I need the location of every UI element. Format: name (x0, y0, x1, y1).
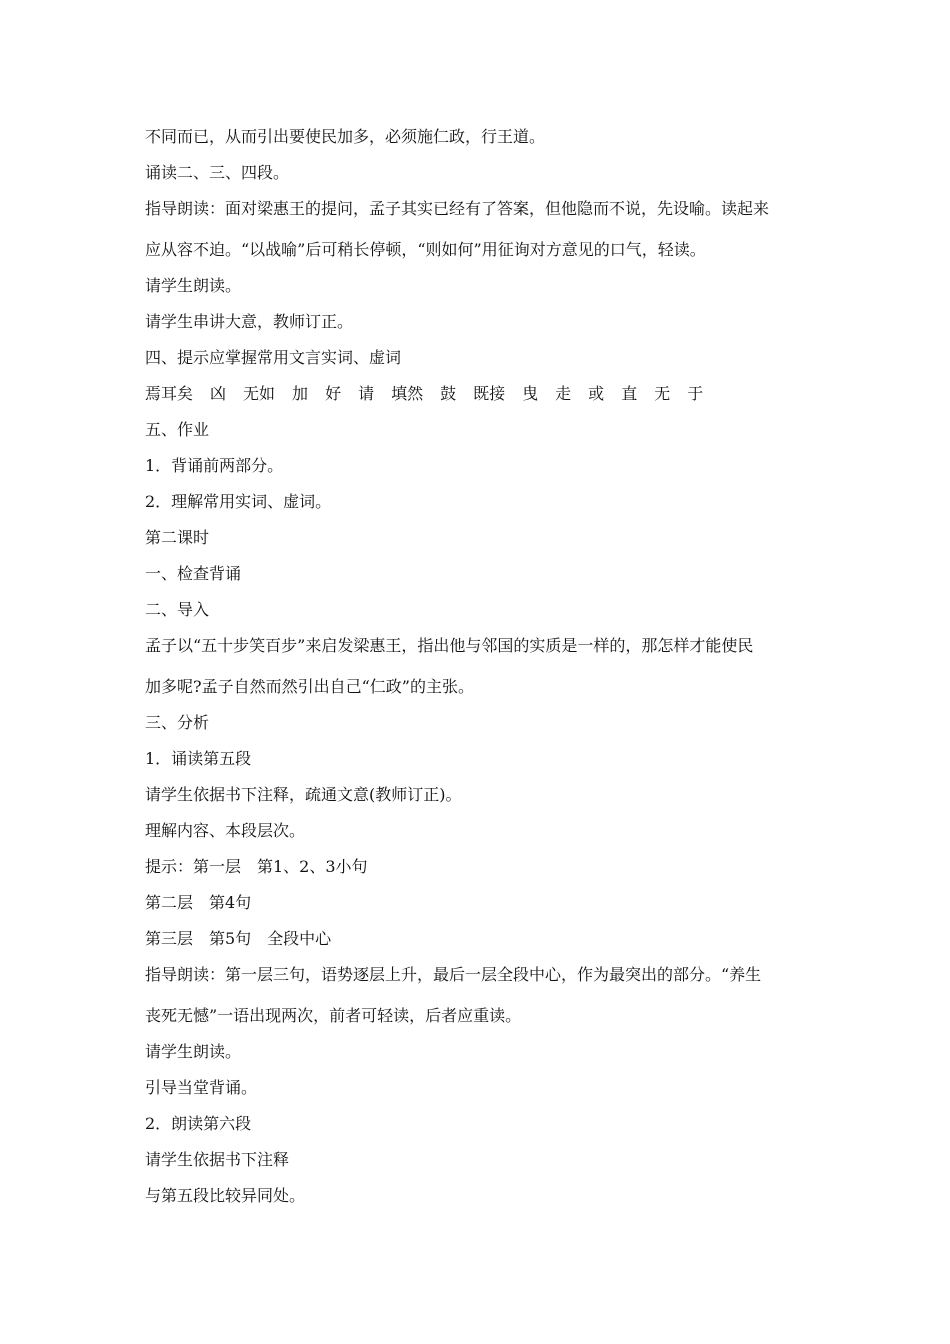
text-line: 请学生朗读。 (145, 276, 242, 295)
word-item: 鼓 (440, 384, 457, 403)
word-item: 既接 (473, 384, 506, 403)
text-line: 请学生依据书下注释，疏通文意(教师订正)。 (145, 785, 462, 804)
text-line: 应从容不迫。“以战喻”后可稍长停顿，“则如何”用征询对方意见的口气，轻读。 (145, 240, 706, 259)
section-heading: 一、检查背诵 (145, 564, 242, 583)
text-line: 理解内容、本段层次。 (145, 821, 306, 840)
section-heading: 三、分析 (145, 713, 210, 732)
text-line: 加多呢?孟子自然而然引出自己“仁政”的主张。 (145, 677, 474, 696)
word-item: 无 (654, 384, 671, 403)
word-item: 凶 (210, 384, 227, 403)
section-heading: 五、作业 (145, 420, 210, 439)
section-heading: 二、导入 (145, 600, 210, 619)
section-heading: 四、提示应掌握常用文言实词、虚词 (145, 348, 402, 367)
text-line: 请学生朗读。 (145, 1042, 242, 1061)
text-line: 引导当堂背诵。 (145, 1078, 258, 1097)
word-item: 无如 (243, 384, 276, 403)
word-item: 请 (358, 384, 375, 403)
text-line: 2．理解常用实词、虚词。 (145, 492, 332, 511)
text-line: 诵读二、三、四段。 (145, 163, 290, 182)
text-line: 第二层 第4句 (145, 893, 252, 912)
text-line: 不同而已，从而引出要使民加多，必须施仁政，行王道。 (145, 127, 546, 146)
text-line: 第三层 第5句 全段中心 (145, 929, 332, 948)
word-item: 加 (292, 384, 309, 403)
text-line: 请学生依据书下注释 (145, 1150, 290, 1169)
word-item: 于 (687, 384, 704, 403)
word-item: 直 (621, 384, 638, 403)
text-line: 请学生串讲大意，教师订正。 (145, 312, 354, 331)
text-line: 提示：第一层 第1、2、3小句 (145, 857, 368, 876)
text-line: 与第五段比较异同处。 (145, 1186, 306, 1205)
word-item: 好 (325, 384, 342, 403)
text-line: 2．朗读第六段 (145, 1114, 252, 1133)
word-item: 填然 (391, 384, 424, 403)
text-line: 1．背诵前两部分。 (145, 456, 284, 475)
word-item: 焉耳矣 (145, 384, 194, 403)
text-line: 指导朗读：面对梁惠王的提问，孟子其实已经有了答案，但他隐而不说，先设喻。读起来 (145, 199, 770, 218)
text-line: 1．诵读第五段 (145, 749, 252, 768)
text-line: 丧死无憾”一语出现两次，前者可轻读，后者应重读。 (145, 1006, 522, 1025)
text-line: 指导朗读：第一层三句，语势逐层上升，最后一层全段中心，作为最突出的部分。“养生 (145, 965, 762, 984)
word-item: 走 (555, 384, 572, 403)
word-list (145, 384, 825, 404)
section-heading: 第二课时 (145, 528, 210, 547)
text-line: 孟子以“五十步笑百步”来启发梁惠王，指出他与邻国的实质是一样的，那怎样才能使民 (145, 636, 754, 655)
word-item: 曳 (522, 384, 539, 403)
word-item: 或 (588, 384, 605, 403)
